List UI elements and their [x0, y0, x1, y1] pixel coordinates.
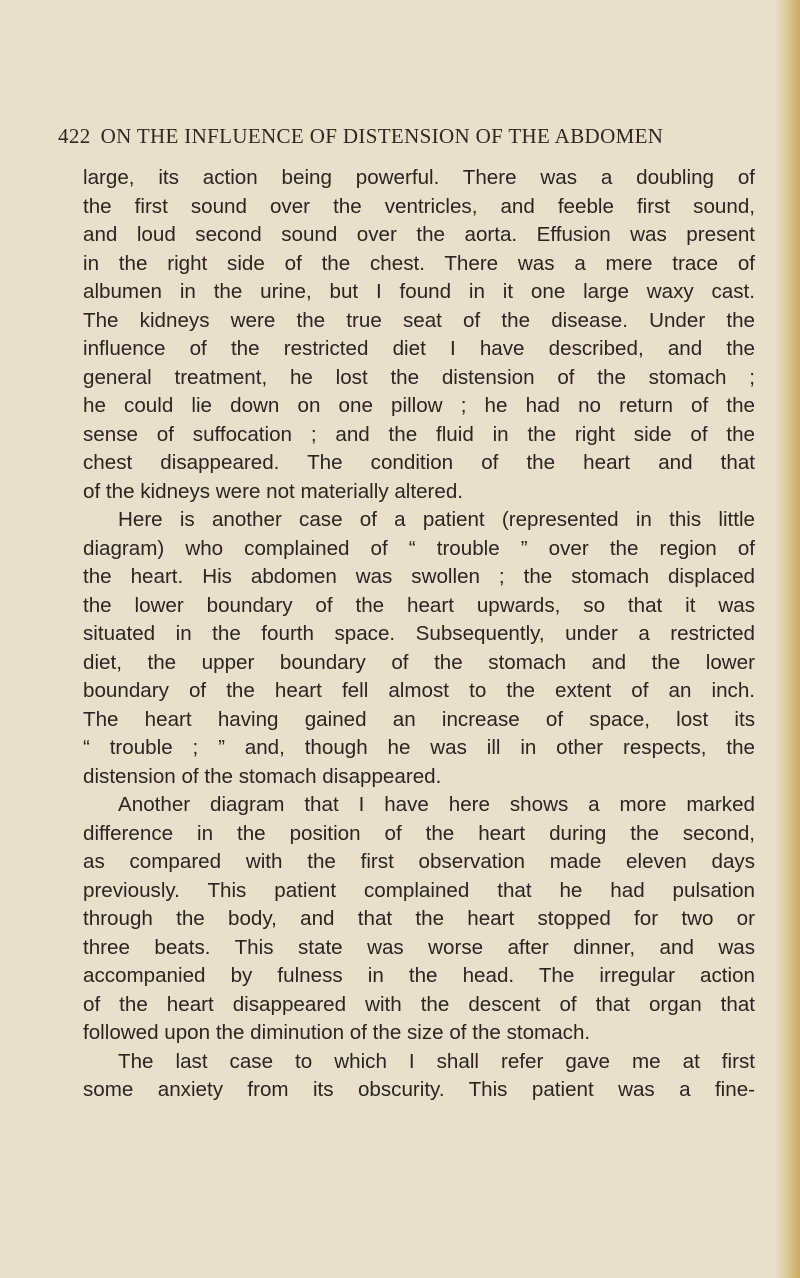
text-line: some anxiety from its obscurity. This patient was a fine- — [83, 1078, 755, 1101]
text-line: in the right side of the chest. There was a mere trace of — [83, 251, 755, 275]
text-line: of the heart disappeared with the descent of that organ that — [83, 992, 755, 1016]
text-line: Here is another case of a patient (represented in this little — [118, 508, 755, 531]
text-line: “ trouble ; ” and, though he was ill in other respects, the — [83, 736, 755, 759]
text-line: Another diagram that I have here shows a more marked — [118, 793, 755, 816]
text-line: the heart. His abdomen was swollen ; the stomach displaced — [83, 565, 755, 588]
body-text — [83, 164, 755, 1105]
text-line: diet, the upper boundary of the stomach and the lower — [83, 650, 755, 674]
text-line: general treatment, he lost the distension of the stomach ; — [83, 365, 755, 389]
text-line: diagram) who complained of “ trouble ” over the region of — [83, 536, 755, 560]
text-line: situated in the fourth space. Subsequently, under a restricted — [83, 622, 755, 645]
text-line: through the body, and that the heart stopped for two or — [83, 907, 755, 930]
page-number: 422 — [58, 124, 91, 148]
text-line: of the kidneys were not materially altered. — [83, 479, 464, 503]
text-line: chest disappeared. The condition of the heart and that — [83, 451, 755, 474]
text-line: boundary of the heart fell almost to the extent of an inch. — [83, 679, 755, 702]
text-line: the lower boundary of the heart upwards, so that it was — [83, 593, 755, 617]
text-line: albumen in the urine, but I found in it one large waxy cast. — [83, 280, 755, 303]
text-line: distension of the stomach disappeared. — [83, 764, 442, 788]
text-line: The heart having gained an increase of space, lost its — [83, 707, 755, 731]
text-line: followed upon the diminution of the size of the stomach. — [83, 1021, 591, 1044]
running-head — [58, 124, 778, 149]
text-line: previously. This patient complained that he had pulsation — [83, 878, 755, 902]
text-line: three beats. This state was worse after dinner, and was — [83, 935, 755, 959]
text-line: the first sound over the ventricles, and feeble first sound, — [83, 194, 755, 218]
page-edge-shadow — [774, 0, 800, 1278]
text-line: accompanied by fulness in the head. The irregular action — [83, 964, 755, 987]
running-title: ON THE INFLUENCE OF DISTENSION OF THE ABDOMEN — [100, 124, 664, 148]
text-line: difference in the position of the heart during the second, — [83, 821, 755, 845]
text-line: influence of the restricted diet I have described, and the — [83, 337, 755, 360]
text-line: large, its action being powerful. There was a doubling of — [83, 166, 755, 189]
text-line: and loud second sound over the aorta. Effusion was present — [83, 223, 755, 246]
text-line: sense of suffocation ; and the fluid in the right side of the — [83, 422, 755, 446]
text-line: as compared with the first observation made eleven days — [83, 850, 755, 873]
text-line: he could lie down on one pillow ; he had no return of the — [83, 394, 755, 417]
text-line: The last case to which I shall refer gave me at first — [118, 1049, 755, 1073]
text-line: The kidneys were the true seat of the disease. Under the — [83, 308, 755, 332]
